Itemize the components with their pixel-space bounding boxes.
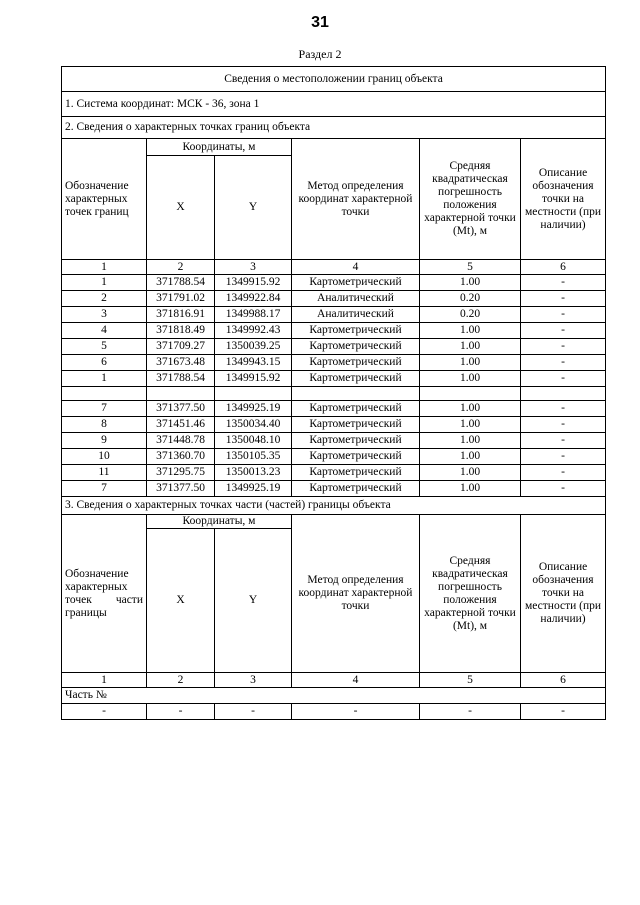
method: Аналитический (292, 307, 420, 323)
accuracy: 1.00 (420, 355, 521, 371)
header-point: Обозначение характерных точек границ (62, 139, 147, 260)
point-number: 4 (62, 323, 147, 339)
table-row (62, 433, 606, 449)
table-row (62, 339, 606, 355)
col-number-2: 2 (147, 673, 215, 688)
method: Картометрический (292, 481, 420, 497)
coord-x: 371377.50 (147, 481, 215, 497)
table-row (62, 275, 606, 291)
description: - (521, 275, 606, 291)
description: - (521, 401, 606, 417)
col-number-3: 3 (215, 673, 292, 688)
part3-heading: 3. Сведения о характерных точках части (частей) границы объекта (62, 497, 606, 515)
point-number: 8 (62, 417, 147, 433)
table-row (62, 307, 606, 323)
accuracy: 1.00 (420, 433, 521, 449)
description: - (521, 417, 606, 433)
point-number: 6 (62, 355, 147, 371)
table-row (62, 465, 606, 481)
col-number-4: 4 (292, 673, 420, 688)
coord-y: 1350013.23 (215, 465, 292, 481)
accuracy: 1.00 (420, 275, 521, 291)
col-number-3: 3 (215, 260, 292, 275)
coord-y: 1350034.40 (215, 417, 292, 433)
coord-x: 371295.75 (147, 465, 215, 481)
coord-x: 371818.49 (147, 323, 215, 339)
part2-heading: 2. Сведения о характерных точках границ объекта (62, 117, 606, 139)
method: - (292, 704, 420, 720)
header-method-part: Метод определения координат характерной точки (292, 515, 420, 673)
method: Картометрический (292, 323, 420, 339)
header-description-part: Описание обозначения точки на местности (при наличии) (521, 515, 606, 673)
description: - (521, 371, 606, 387)
blank-separator-row (62, 387, 606, 401)
point-number: 1 (62, 275, 147, 291)
accuracy: 1.00 (420, 449, 521, 465)
method: Картометрический (292, 371, 420, 387)
col-number-1: 1 (62, 673, 147, 688)
description: - (521, 307, 606, 323)
coord-y: 1350105.35 (215, 449, 292, 465)
header-accuracy: Средняя квадратическая погрешность положения характерной точки (Mt), м (420, 139, 521, 260)
accuracy: 0.20 (420, 307, 521, 323)
section-label: Раздел 2 (298, 47, 342, 61)
col-number-5: 5 (420, 260, 521, 275)
col-number-4: 4 (292, 260, 420, 275)
table-row (62, 291, 606, 307)
description: - (521, 481, 606, 497)
object-boundaries-table (61, 66, 606, 720)
description: - (521, 449, 606, 465)
header-description: Описание обозначения точки на местности (при наличии) (521, 139, 606, 260)
point-number: 2 (62, 291, 147, 307)
header-x-part: X (147, 529, 215, 673)
point-number: - (62, 704, 147, 720)
col-number-2: 2 (147, 260, 215, 275)
col-number-5: 5 (420, 673, 521, 688)
method: Картометрический (292, 401, 420, 417)
coord-x: 371709.27 (147, 339, 215, 355)
table-row (62, 401, 606, 417)
coord-x: 371816.91 (147, 307, 215, 323)
header-x: X (147, 156, 215, 260)
method: Картометрический (292, 449, 420, 465)
description: - (521, 339, 606, 355)
header-coords-part: Координаты, м (147, 515, 292, 529)
description: - (521, 433, 606, 449)
point-number: 7 (62, 401, 147, 417)
method: Картометрический (292, 433, 420, 449)
method: Картометрический (292, 275, 420, 291)
table-row (62, 355, 606, 371)
col-number-6: 6 (521, 673, 606, 688)
coord-y: 1349992.43 (215, 323, 292, 339)
description: - (521, 704, 606, 720)
accuracy: 1.00 (420, 339, 521, 355)
coord-y: 1349943.15 (215, 355, 292, 371)
header-y: Y (215, 156, 292, 260)
method: Картометрический (292, 339, 420, 355)
coord-system: 1. Система координат: МСК - 36, зона 1 (62, 92, 606, 117)
coord-x: 371451.46 (147, 417, 215, 433)
accuracy: 1.00 (420, 371, 521, 387)
coord-x: 371673.48 (147, 355, 215, 371)
coord-x: 371788.54 (147, 275, 215, 291)
point-number: 1 (62, 371, 147, 387)
accuracy: 1.00 (420, 465, 521, 481)
coord-y: 1349915.92 (215, 275, 292, 291)
accuracy: 1.00 (420, 481, 521, 497)
coord-y: 1349925.19 (215, 481, 292, 497)
method: Картометрический (292, 355, 420, 371)
accuracy: 1.00 (420, 323, 521, 339)
coord-x: - (147, 704, 215, 720)
table-row (62, 323, 606, 339)
header-accuracy-part: Средняя квадратическая погрешность положения характерной точки (Mt), м (420, 515, 521, 673)
header-method: Метод определения координат характерной точки (292, 139, 420, 260)
coord-y: 1350039.25 (215, 339, 292, 355)
coord-x: 371377.50 (147, 401, 215, 417)
coord-y: 1349925.19 (215, 401, 292, 417)
method: Картометрический (292, 417, 420, 433)
coord-y: 1350048.10 (215, 433, 292, 449)
table-row (62, 449, 606, 465)
table-row (62, 481, 606, 497)
column-numbers-row-part (62, 673, 606, 688)
coord-y: - (215, 704, 292, 720)
point-number: 10 (62, 449, 147, 465)
page-number: 31 (311, 14, 329, 31)
coord-x: 371448.78 (147, 433, 215, 449)
accuracy: 1.00 (420, 401, 521, 417)
header-y-part: Y (215, 529, 292, 673)
part-number-label: Часть № (62, 688, 606, 704)
column-numbers-row (62, 260, 606, 275)
method: Аналитический (292, 291, 420, 307)
description: - (521, 323, 606, 339)
coord-x: 371788.54 (147, 371, 215, 387)
point-number: 5 (62, 339, 147, 355)
header-point-part: Обозначение характерных точек части границы (62, 515, 147, 673)
method: Картометрический (292, 465, 420, 481)
col-number-1: 1 (62, 260, 147, 275)
coord-y: 1349988.17 (215, 307, 292, 323)
col-number-6: 6 (521, 260, 606, 275)
table-row (62, 371, 606, 387)
description: - (521, 465, 606, 481)
table-title: Сведения о местоположении границ объекта (62, 67, 606, 92)
point-number: 11 (62, 465, 147, 481)
accuracy: - (420, 704, 521, 720)
table-row (62, 417, 606, 433)
description: - (521, 291, 606, 307)
description: - (521, 355, 606, 371)
coord-y: 1349915.92 (215, 371, 292, 387)
point-number: 3 (62, 307, 147, 323)
coord-x: 371360.70 (147, 449, 215, 465)
accuracy: 0.20 (420, 291, 521, 307)
point-number: 7 (62, 481, 147, 497)
accuracy: 1.00 (420, 417, 521, 433)
coord-y: 1349922.84 (215, 291, 292, 307)
point-number: 9 (62, 433, 147, 449)
coord-x: 371791.02 (147, 291, 215, 307)
empty-part-row (62, 704, 606, 720)
header-coords: Координаты, м (147, 139, 292, 156)
